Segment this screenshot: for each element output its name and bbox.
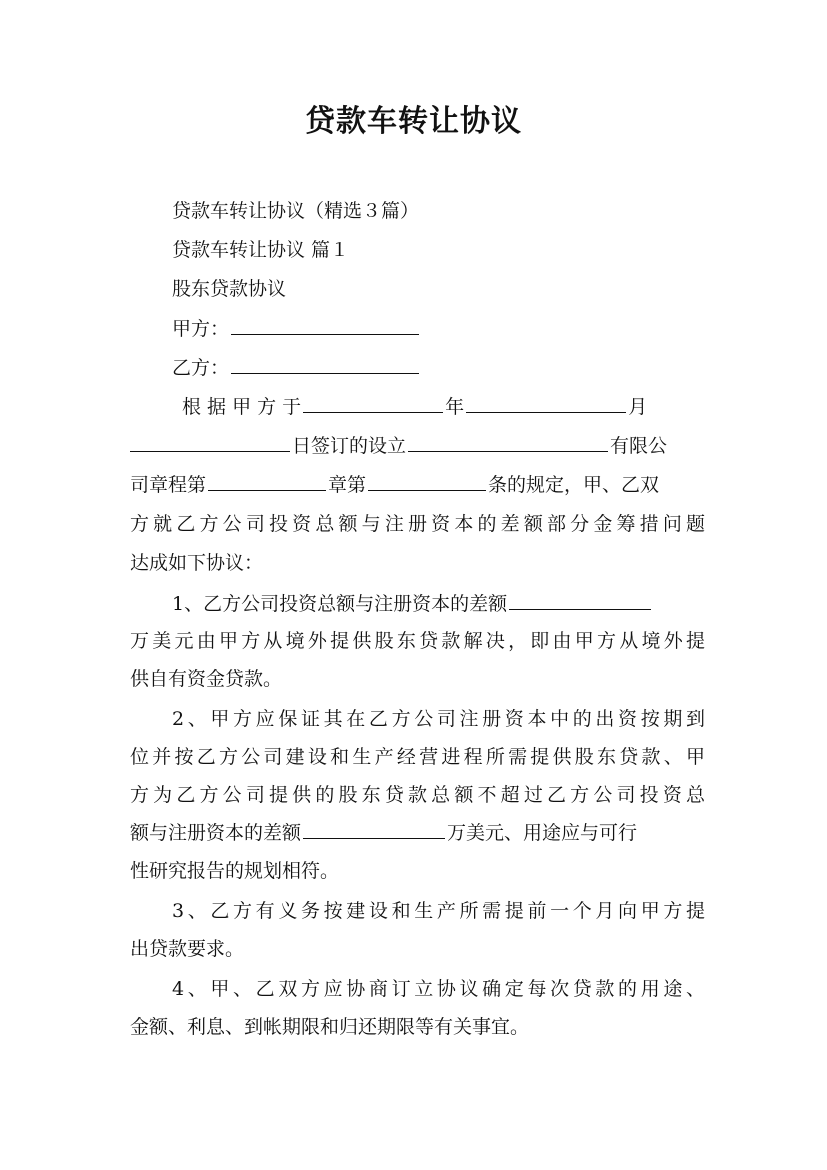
clause-2-line bbox=[130, 818, 705, 848]
paragraph-line bbox=[130, 431, 705, 461]
agreement-name: 股东贷款协议 bbox=[172, 278, 287, 300]
text-span: 司章程第 bbox=[130, 474, 207, 496]
paragraph-line: 方就乙方公司投资总额与注册资本的差额部分金筹措问题 bbox=[130, 513, 705, 535]
text-span: 有限公 bbox=[610, 435, 668, 457]
text-span: 章第 bbox=[328, 474, 367, 496]
clause-1-line: 供自有资金贷款。 bbox=[130, 668, 283, 690]
text-span: 根 据 甲 方 于 bbox=[182, 396, 302, 418]
month-blank bbox=[466, 392, 626, 413]
party-a-blank bbox=[231, 314, 419, 335]
text-span: 万美元、用途应与可行 bbox=[447, 822, 638, 844]
paragraph-line bbox=[182, 392, 705, 422]
clause-4-line: 4、甲、乙双方应协商订立协议确定每次贷款的用途、 bbox=[172, 978, 705, 1000]
clause-2-line: 方为乙方公司提供的股东贷款总额不超过乙方公司投资总 bbox=[130, 784, 705, 806]
party-b-line bbox=[172, 353, 705, 383]
company-blank bbox=[408, 431, 608, 452]
clause-1-line: 万美元由甲方从境外提供股东贷款解决，即由甲方从境外提 bbox=[130, 630, 705, 652]
clause-2-line: 性研究报告的规划相符。 bbox=[130, 860, 340, 882]
party-b-blank bbox=[231, 353, 419, 374]
amount-blank bbox=[509, 589, 651, 610]
clause-2-line: 位并按乙方公司建设和生产经营进程所需提供股东贷款、甲 bbox=[130, 746, 705, 768]
amount-blank bbox=[303, 818, 445, 839]
text-span: 年 bbox=[445, 396, 465, 418]
clause-2-line: 2、甲方应保证其在乙方公司注册资本中的出资按期到 bbox=[172, 708, 705, 730]
document-title: 贷款车转让协议 bbox=[305, 104, 522, 139]
chapter-blank bbox=[208, 470, 326, 491]
party-a-label: 甲方： bbox=[172, 318, 230, 340]
text-span: 额与注册资本的差额 bbox=[130, 822, 302, 844]
text-span: 日签订的设立 bbox=[292, 435, 407, 457]
paragraph-line bbox=[130, 470, 705, 500]
clause-3-line: 3、乙方有义务按建设和生产所需提前一个月向甲方提 bbox=[172, 900, 705, 922]
article-blank bbox=[368, 470, 486, 491]
paragraph-line: 达成如下协议： bbox=[130, 552, 264, 574]
year-blank bbox=[303, 392, 443, 413]
subtitle-line: 贷款车转让协议（精选３篇） bbox=[172, 200, 420, 222]
text-span: 条的规定，甲、乙双 bbox=[488, 474, 660, 496]
section-heading: 贷款车转让协议 篇１ bbox=[172, 239, 350, 261]
clause-1-line bbox=[172, 589, 705, 619]
text-span: 月 bbox=[628, 396, 648, 418]
party-b-label: 乙方： bbox=[172, 357, 230, 379]
party-a-line bbox=[172, 314, 705, 344]
day-blank bbox=[130, 431, 290, 452]
clause-3-line: 出贷款要求。 bbox=[130, 938, 245, 960]
text-span: 1、乙方公司投资总额与注册资本的差额 bbox=[172, 593, 508, 615]
clause-4-line: 金额、利息、到帐期限和归还期限等有关事宜。 bbox=[130, 1016, 530, 1038]
